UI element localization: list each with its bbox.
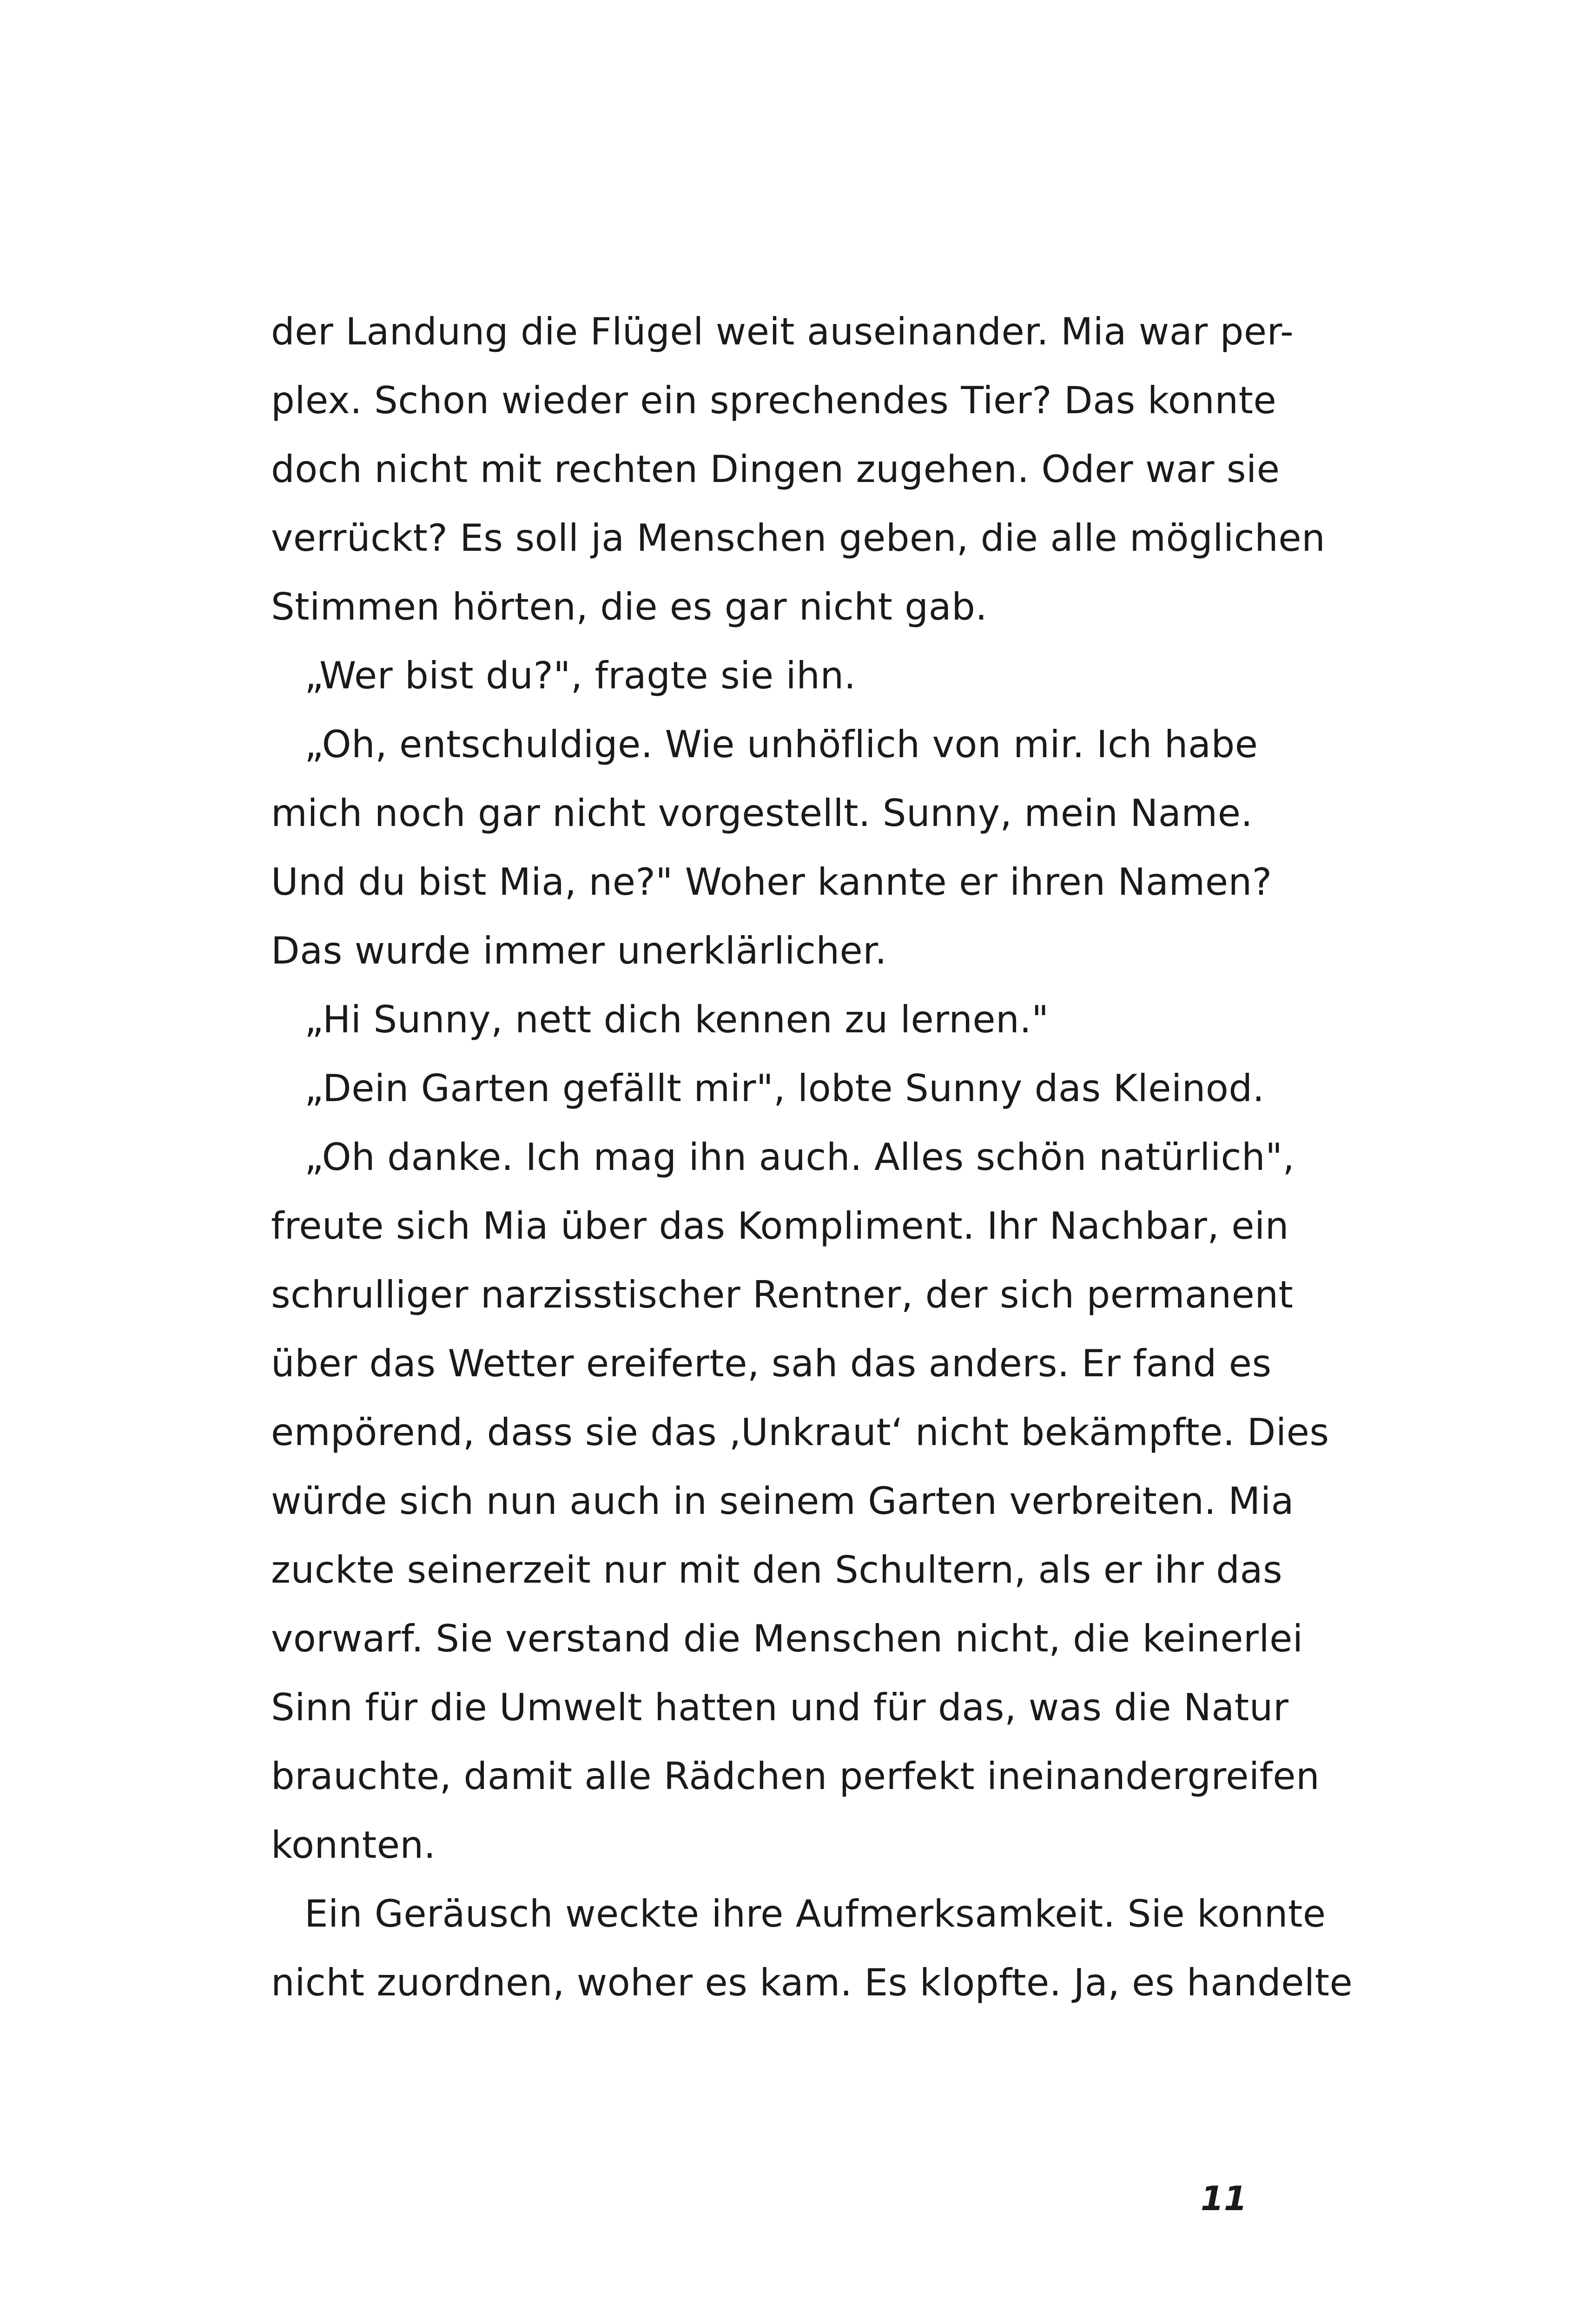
text-line: Stimmen hörten, die es gar nicht gab. <box>271 585 988 628</box>
text-line: schrulliger narzisstischer Rentner, der sich permanent <box>271 1273 1294 1316</box>
text-line: würde sich nun auch in seinem Garten verbreiten. Mia <box>271 1479 1295 1523</box>
text-line: plex. Schon wieder ein sprechendes Tier? Das konnte <box>271 379 1277 422</box>
text-line: der Landung die Flügel weit auseinander. Mia war per- <box>271 310 1294 353</box>
text-line: Das wurde immer unerklärlicher. <box>271 929 887 972</box>
page-number: 11 <box>1200 2179 1247 2218</box>
text-line: verrückt? Es soll ja Menschen geben, die alle möglichen <box>271 516 1326 560</box>
text-line: „Dein Garten gefällt mir", lobte Sunny das Kleinod. <box>304 1067 1265 1110</box>
text-line: Sinn für die Umwelt hatten und für das, was die Natur <box>271 1686 1289 1729</box>
text-line: freute sich Mia über das Kompliment. Ihr Nachbar, ein <box>271 1204 1289 1248</box>
text-line: „Oh, entschuldige. Wie unhöflich von mir. Ich habe <box>304 723 1258 766</box>
text-line: konnten. <box>271 1823 436 1867</box>
text-line: Ein Geräusch weckte ihre Aufmerksamkeit. Sie konnte <box>304 1892 1326 1935</box>
text-line: nicht zuordnen, woher es kam. Es klopfte. Ja, es handelte <box>271 1961 1353 2004</box>
text-line: zuckte seinerzeit nur mit den Schultern, als er ihr das <box>271 1548 1283 1591</box>
text-line: „Hi Sunny, nett dich kennen zu lernen." <box>304 998 1049 1041</box>
text-line: empörend, dass sie das ‚Unkraut‘ nicht bekämpfte. Dies <box>271 1411 1329 1454</box>
body-text <box>271 297 1353 2017</box>
text-line: „Wer bist du?", fragte sie ihn. <box>304 654 856 697</box>
text-line: über das Wetter ereiferte, sah das anders. Er fand es <box>271 1342 1272 1385</box>
text-line: „Oh danke. Ich mag ihn auch. Alles schön natürlich", <box>304 1136 1295 1179</box>
text-line: Und du bist Mia, ne?" Woher kannte er ihren Namen? <box>271 860 1272 904</box>
text-line: brauchte, damit alle Rädchen perfekt ineinandergreifen <box>271 1755 1320 1798</box>
text-line: doch nicht mit rechten Dingen zugehen. Oder war sie <box>271 448 1280 491</box>
text-line: vorwarf. Sie verstand die Menschen nicht, die keinerlei <box>271 1617 1303 1660</box>
text-line: mich noch gar nicht vorgestellt. Sunny, mein Name. <box>271 792 1253 835</box>
